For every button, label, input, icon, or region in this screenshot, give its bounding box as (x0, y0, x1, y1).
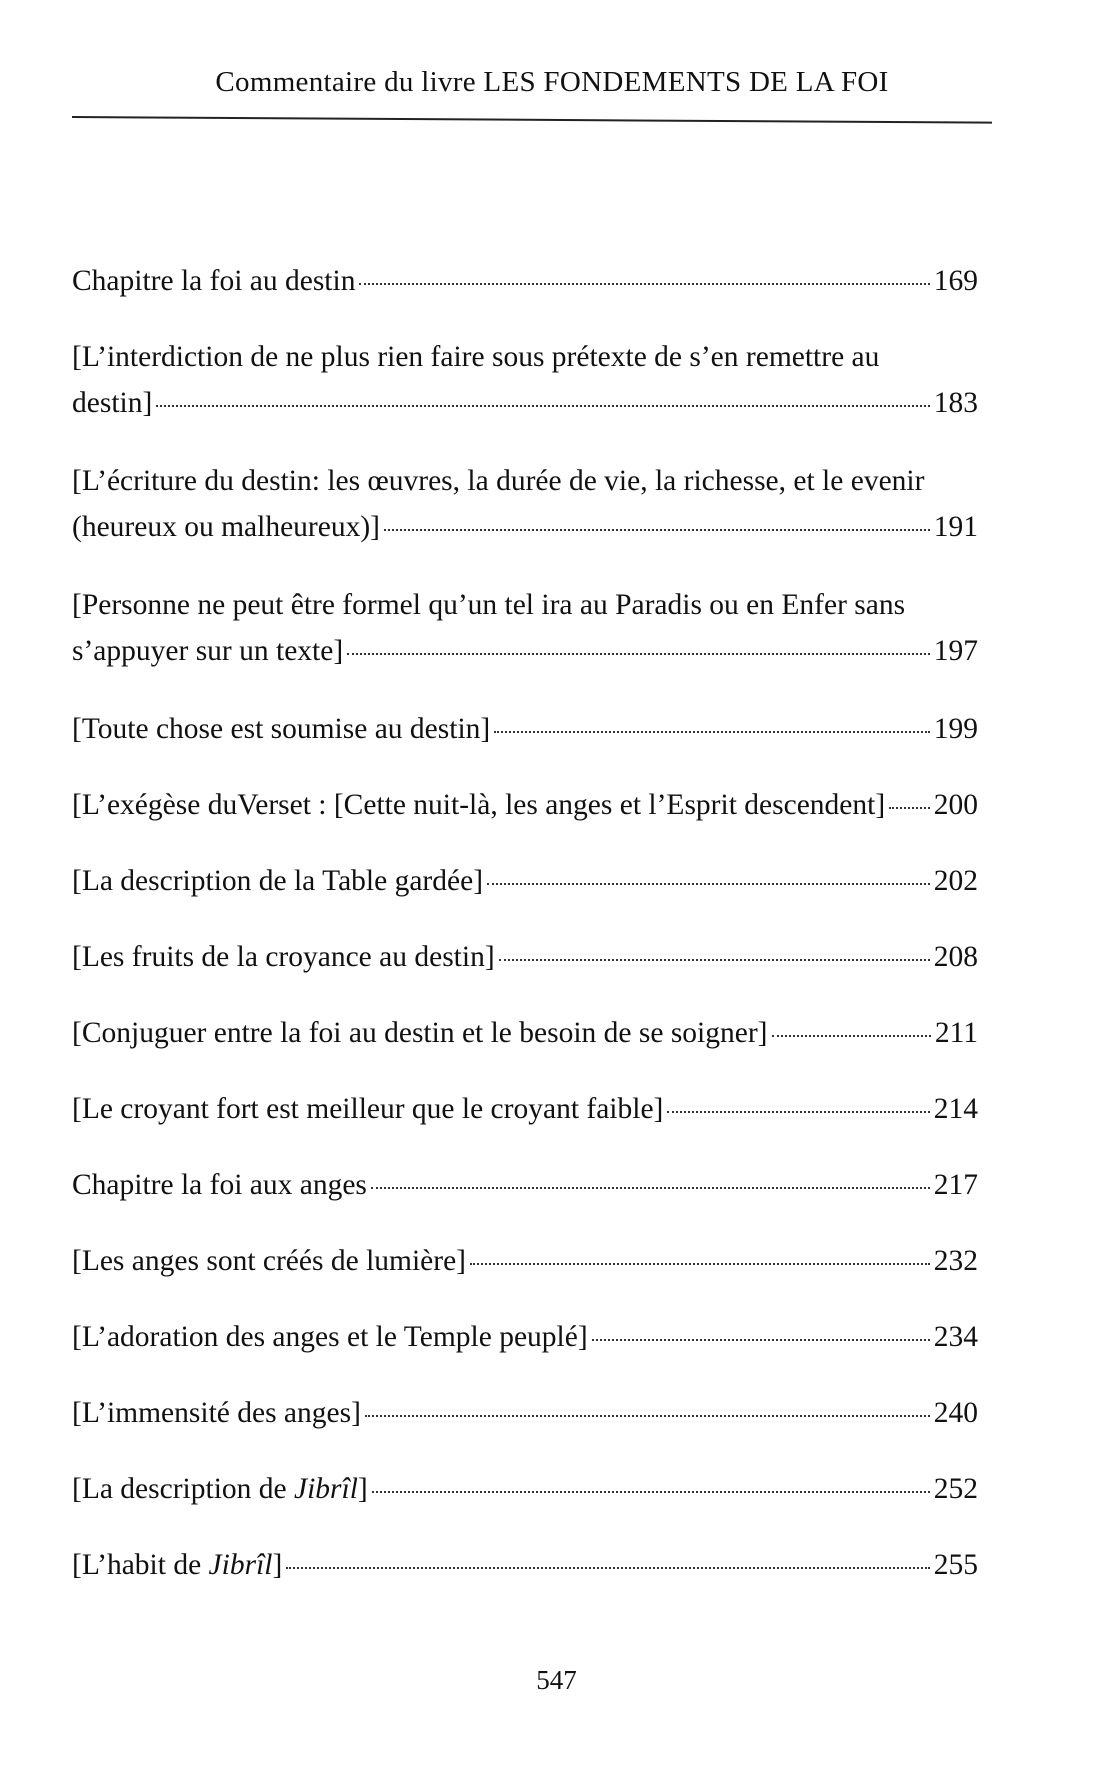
toc-entry-title: [Conjuguer entre la foi au destin et le besoin de se soigner] (72, 1017, 768, 1049)
dot-leader (359, 283, 929, 285)
dot-leader (156, 405, 929, 407)
title-prefix: [L’habit de (72, 1549, 209, 1581)
dot-leader (772, 1035, 931, 1037)
toc-entry[interactable] (72, 934, 978, 1010)
dot-leader (384, 529, 930, 531)
toc-entry[interactable] (72, 1542, 978, 1618)
dot-leader (372, 1491, 930, 1493)
toc-entry-page: 255 (933, 1549, 978, 1581)
toc-entry-title: [L’écriture du destin: les œuvres, la durée de vie, la richesse, et le evenir (72, 465, 925, 497)
title-italic: Jibrîl (294, 1473, 358, 1505)
toc-entry[interactable] (72, 1238, 978, 1314)
toc-entry-title: [Les fruits de la croyance au destin] (72, 941, 495, 973)
dot-leader (286, 1567, 929, 1569)
toc-entry[interactable] (72, 1010, 978, 1086)
toc-entry[interactable] (72, 458, 978, 582)
toc-entry-title: Chapitre la foi aux anges (72, 1169, 367, 1201)
toc-entry-page: 200 (933, 789, 978, 821)
page-number: 547 (536, 1665, 577, 1695)
toc-entry[interactable] (72, 1390, 978, 1466)
dot-leader (494, 731, 930, 733)
dot-leader (371, 1187, 930, 1189)
toc-entry[interactable] (72, 1162, 978, 1238)
toc-entry[interactable] (72, 334, 978, 458)
toc-entry-title-cont: destin] (72, 387, 153, 419)
toc-entry-page: 217 (933, 1169, 978, 1201)
toc-entry-title: [L’interdiction de ne plus rien faire sous prétexte de s’en remettre au (72, 341, 880, 373)
toc-entry-title: [Personne ne peut être formel qu’un tel ira au Paradis ou en Enfer sans (72, 589, 906, 621)
toc-entry-page: 169 (933, 265, 978, 297)
toc-entry-title: [Les anges sont créés de lumière] (72, 1245, 466, 1277)
toc-entry[interactable] (72, 706, 978, 782)
toc-entry[interactable] (72, 582, 978, 706)
toc-entry-title-cont: s’appuyer sur un texte] (72, 635, 344, 667)
toc-entry-page: 183 (933, 387, 978, 419)
toc-entry-title: [L’exégèse duVerset : [Cette nuit-là, les anges et l’Esprit descendent] (72, 789, 886, 821)
title-suffix: ] (357, 1473, 368, 1505)
toc-entry-title: Chapitre la foi au destin (72, 265, 356, 297)
toc-entry-page: 240 (933, 1397, 978, 1429)
toc-entry-page: 191 (933, 511, 978, 543)
toc-entry-title: [L’adoration des anges et le Temple peuplé] (72, 1321, 588, 1353)
dot-leader (592, 1339, 930, 1341)
toc-entry-title-cont: (heureux ou malheureux)] (72, 511, 380, 543)
dot-leader (667, 1111, 929, 1113)
toc-entry[interactable] (72, 1466, 978, 1542)
title-italic: Jibrîl (208, 1549, 273, 1581)
toc-entry[interactable] (72, 858, 978, 934)
toc-entry[interactable] (72, 258, 978, 334)
toc-entry-title (72, 1466, 368, 1512)
toc-entry-page: 197 (933, 635, 978, 667)
running-header (72, 66, 992, 99)
toc-entry-page: 234 (933, 1321, 978, 1353)
dot-leader (889, 807, 930, 809)
toc-entry[interactable] (72, 1086, 978, 1162)
toc-entry[interactable] (72, 782, 978, 858)
toc-entry-page: 202 (933, 865, 978, 897)
title-prefix: [La description de (72, 1473, 294, 1505)
toc-entry-page: 252 (933, 1473, 978, 1505)
dot-leader (365, 1415, 930, 1417)
toc-entry-title: [Le croyant fort est meilleur que le croyant faible] (72, 1093, 664, 1125)
header-rule (72, 116, 992, 124)
title-suffix: ] (272, 1549, 283, 1581)
dot-leader (499, 959, 930, 961)
dot-leader (487, 883, 930, 885)
toc-entry-title: [Toute chose est soumise au destin] (72, 713, 491, 745)
header-title: Commentaire du livre LES FONDEMENTS DE LA FOI (215, 66, 889, 98)
toc-entry-title: [La description de la Table gardée] (72, 865, 484, 897)
toc-entry-page: 208 (933, 941, 978, 973)
dot-leader (470, 1263, 930, 1265)
toc-entry-title: [L’immensité des anges] (72, 1397, 361, 1429)
toc-entry-page: 211 (934, 1017, 978, 1049)
toc-entry-page: 232 (933, 1245, 978, 1277)
toc-entry[interactable] (72, 1314, 978, 1390)
table-of-contents (72, 258, 978, 1618)
toc-entry-title (72, 1542, 282, 1588)
toc-entry-page: 199 (933, 713, 978, 745)
toc-entry-page: 214 (933, 1093, 978, 1125)
dot-leader (347, 653, 930, 655)
